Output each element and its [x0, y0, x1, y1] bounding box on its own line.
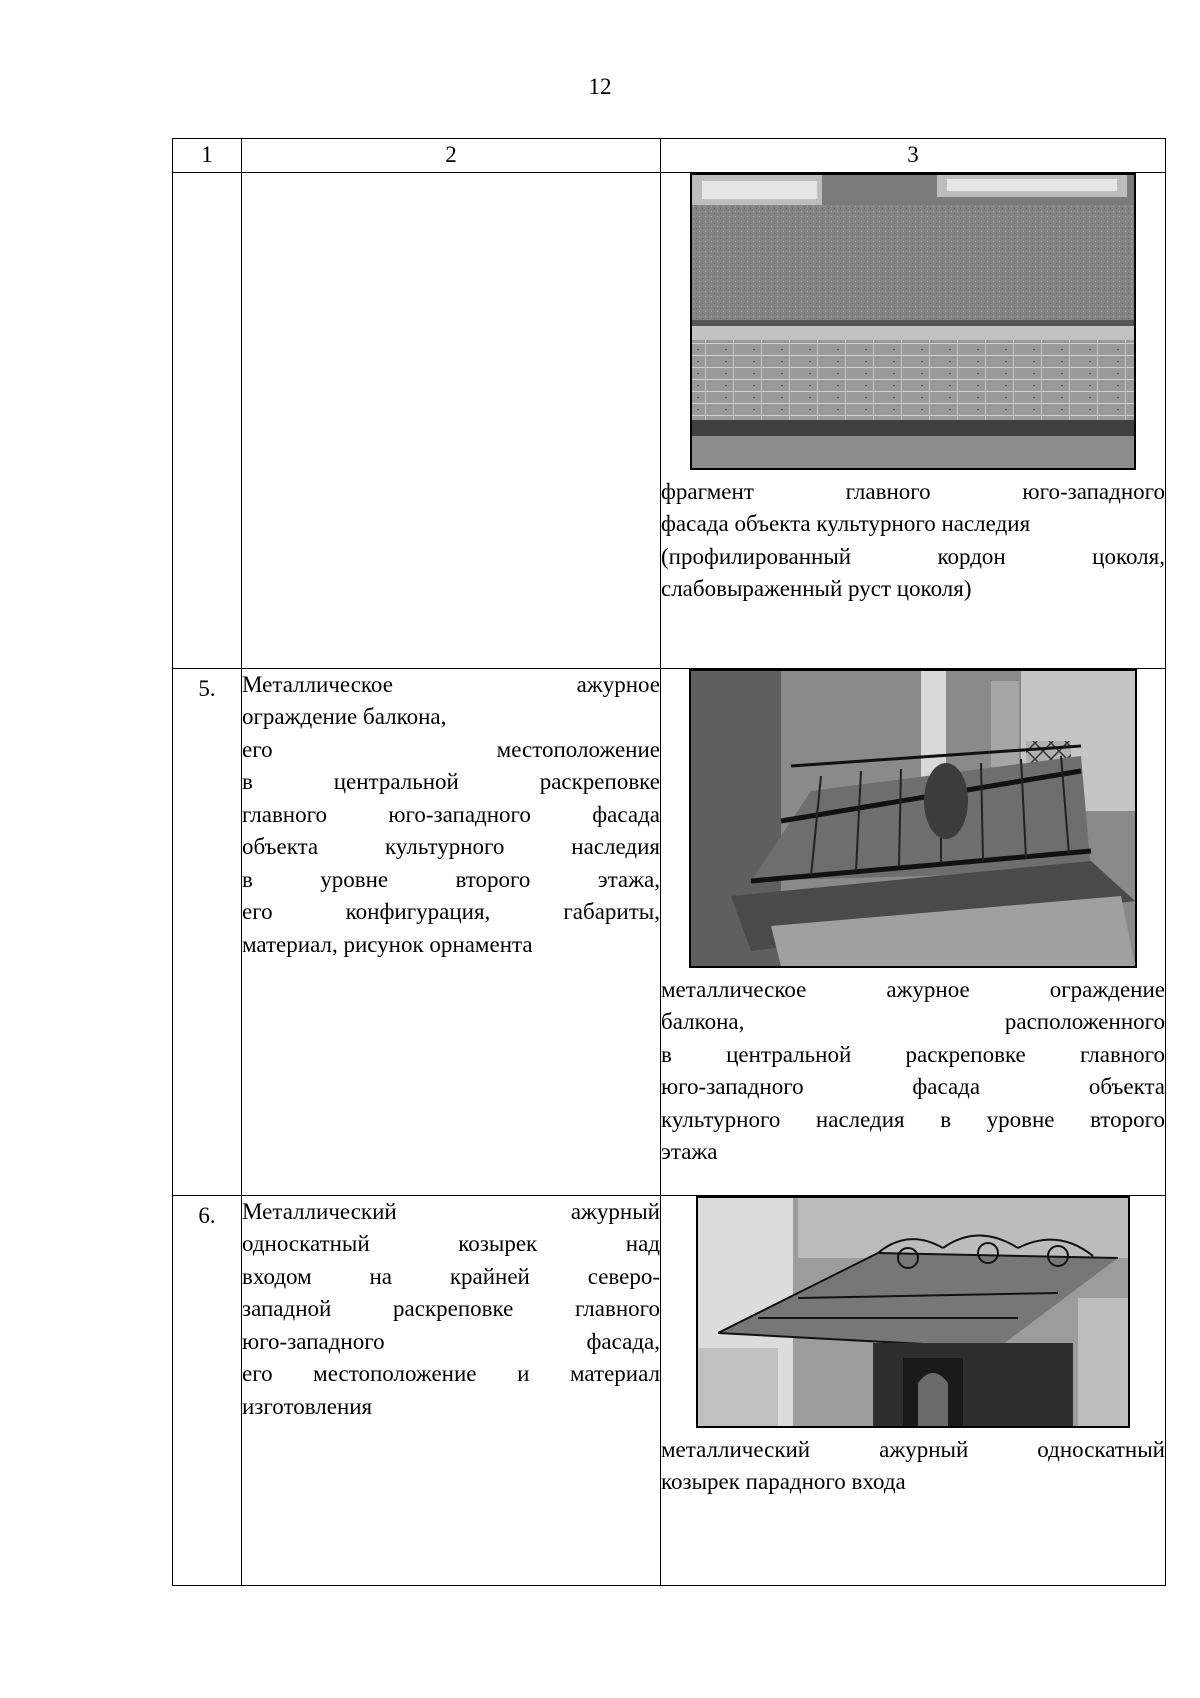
row-number-cell: 5.: [173, 668, 242, 1195]
header-cell-3: 3: [661, 139, 1166, 173]
description-cell: Металлическое ажурное ограждение балкона, его местоположение в центральной раскреповке главного юго-западного фасада объекта культурного наследия в уровне второго этажа, его конфигурация, габариты, материал, рисунок орнамента: [242, 668, 661, 1195]
balcony-railing-photo: [689, 669, 1137, 968]
entrance-canopy-photo: [696, 1196, 1130, 1428]
photo-caption: металлический ажурный односкатный козырек парадного входа: [661, 1436, 1165, 1494]
photo-cell: [661, 668, 1166, 1195]
heritage-elements-table: [172, 138, 1166, 1586]
row-number-cell: 6.: [173, 1195, 242, 1585]
photo-caption: фрагмент главного юго-западного фасада объекта культурного наследия (профилированный кордон цоколя, слабовыраженный руст цоколя): [661, 478, 1165, 601]
table-header-row: [173, 139, 1166, 173]
photo-cell: [661, 172, 1166, 668]
page-number: 12: [588, 74, 612, 99]
row-number-cell: [173, 172, 242, 668]
description-cell: Металлический ажурный односкатный козырек над входом на крайней северо- западной раскреповке главного юго-западного фасада, его местоположение и материал изготовления: [242, 1195, 661, 1585]
facade-plinth-photo: [690, 173, 1136, 470]
header-cell-2: 2: [242, 139, 661, 173]
header-cell-1: 1: [173, 139, 242, 173]
table-row: [173, 668, 1166, 1195]
photo-cell: [661, 1195, 1166, 1585]
table-row: [173, 1195, 1166, 1585]
photo-caption: металлическое ажурное ограждение балкона, расположенного в центральной раскреповке главного юго-западного фасада объекта культурного наследия в уровне второго этажа: [661, 976, 1165, 1164]
description-cell: [242, 172, 661, 668]
table-row: [173, 172, 1166, 668]
